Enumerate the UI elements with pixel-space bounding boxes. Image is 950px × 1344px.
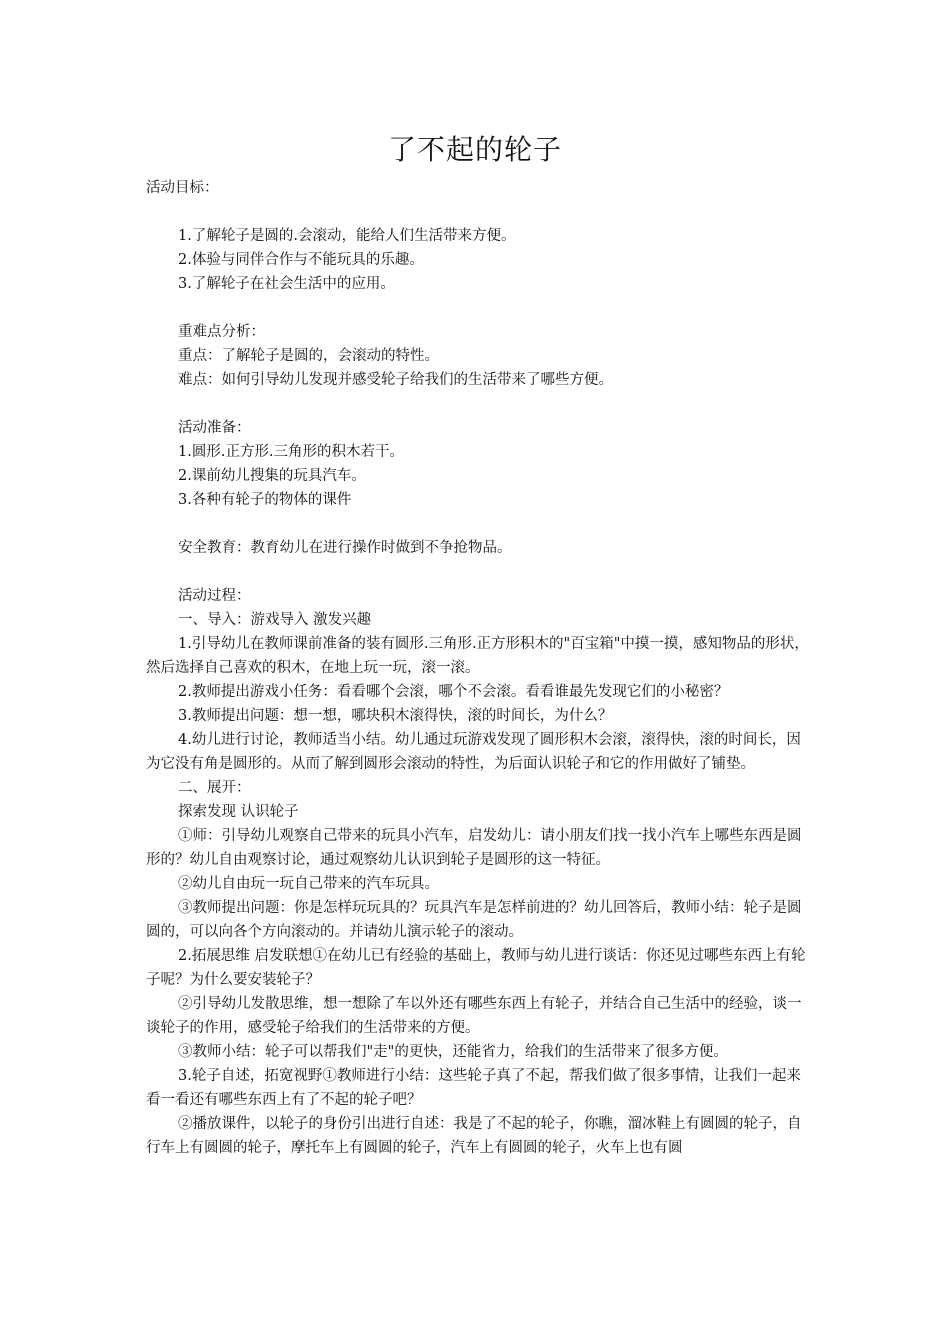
process-heading: 活动过程： bbox=[178, 588, 251, 604]
spacer bbox=[146, 512, 814, 536]
prep-item: 2.课前幼儿搜集的玩具汽车。 bbox=[178, 468, 366, 484]
part2-item: 3.轮子自述，拓宽视野①教师进行小结：这些轮子真了不起，帮我们做了很多事情，让我们一起来看一看还有哪些东西上有了不起的轮子吧？ bbox=[146, 1068, 801, 1108]
part1-item: 2.教师提出游戏小任务：看看哪个会滚，哪个不会滚。看看谁最先发现它们的小秘密？ bbox=[178, 684, 729, 700]
part2-item: ②播放课件，以轮子的身份引出进行自述：我是了不起的轮子，你瞧，溜冰鞋上有圆圆的轮子，自行车上有圆圆的轮子，摩托车上有圆圆的轮子，汽车上有圆圆的轮子，火车上也有圆 bbox=[146, 1116, 802, 1156]
part2-subheading: 探索发现 认识轮子 bbox=[178, 804, 299, 820]
goal-item: 1.了解轮子是圆的.会滚动，能给人们生活带来方便。 bbox=[178, 228, 516, 244]
spacer bbox=[146, 200, 814, 224]
part1-item: 1.引导幼儿在教师课前准备的装有圆形.三角形.正方形积木的"百宝箱"中摸一摸，感知物品的形状，然后选择自己喜欢的积木，在地上玩一玩，滚一滚。 bbox=[146, 636, 809, 676]
analysis-difficult-point: 难点：如何引导幼儿发现并感受轮子给我们的生活带来了哪些方便。 bbox=[178, 372, 613, 388]
spacer bbox=[146, 392, 814, 416]
document-title: 了不起的轮子 bbox=[387, 133, 562, 166]
part2-item: ①师：引导幼儿观察自己带来的玩具小汽车，启发幼儿：请小朋友们找一找小汽车上哪些东西是圆形的？幼儿自由观察讨论，通过观察幼儿认识到轮子是圆形的这一特征。 bbox=[146, 828, 802, 868]
spacer bbox=[146, 296, 814, 320]
part1-item: 3.教师提出问题：想一想，哪块积木滚得快，滚的时间长，为什么？ bbox=[178, 708, 613, 724]
part2-item: ③教师小结：轮子可以帮我们"走"的更快，还能省力，给我们的生活带来了很多方便。 bbox=[178, 1044, 728, 1060]
spacer bbox=[146, 560, 814, 584]
goal-item: 2.体验与同伴合作与不能玩具的乐趣。 bbox=[178, 252, 424, 268]
safety-note: 安全教育：教育幼儿在进行操作时做到不争抢物品。 bbox=[178, 540, 512, 556]
part1-item: 4.幼儿进行讨论，教师适当小结。幼儿通过玩游戏发现了圆形积木会滚，滚得快，滚的时间长，因为它没有角是圆形的。从而了解到圆形会滚动的特性，为后面认识轮子和它的作用做好了铺垫。 bbox=[146, 732, 801, 772]
analysis-key-point: 重点：了解轮子是圆的，会滚动的特性。 bbox=[178, 348, 439, 364]
part2-item: 2.拓展思维 启发联想①在幼儿已有经验的基础上，教师与幼儿进行谈话：你还见过哪些东西上有轮子呢？为什么要安装轮子？ bbox=[146, 948, 806, 988]
analysis-heading: 重难点分析： bbox=[178, 324, 265, 340]
part2-item: ②幼儿自由玩一玩自己带来的汽车玩具。 bbox=[178, 876, 439, 892]
goals-heading: 活动目标： bbox=[146, 180, 219, 196]
part1-heading: 一、导入：游戏导入 激发兴趣 bbox=[178, 612, 372, 628]
prep-item: 3.各种有轮子的物体的课件 bbox=[178, 492, 352, 508]
part2-item: ②引导幼儿发散思维，想一想除了车以外还有哪些东西上有轮子，并结合自己生活中的经验，谈一谈轮子的作用，感受轮子给我们的生活带来的方便。 bbox=[146, 996, 802, 1036]
part2-heading: 二、展开： bbox=[178, 780, 251, 796]
part2-item: ③教师提出问题：你是怎样玩玩具的？玩具汽车是怎样前进的？幼儿回答后，教师小结：轮子是圆圆的，可以向各个方向滚动的。并请幼儿演示轮子的滚动。 bbox=[146, 900, 802, 940]
prep-item: 1.圆形.正方形.三角形的积木若干。 bbox=[178, 444, 405, 460]
goal-item: 3.了解轮子在社会生活中的应用。 bbox=[178, 276, 395, 292]
prep-heading: 活动准备： bbox=[178, 420, 251, 436]
document-body bbox=[146, 176, 814, 1160]
